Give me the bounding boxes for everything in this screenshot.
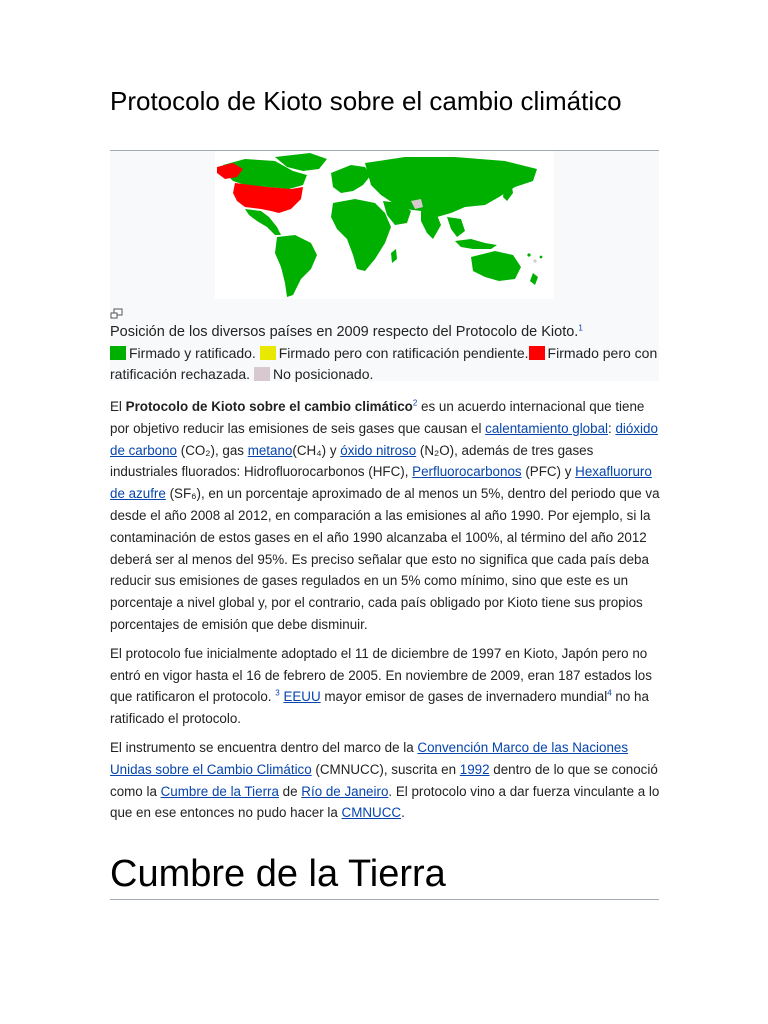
- text: dentro de lo que se conoció como la: [110, 761, 658, 799]
- link-cumbre-de-la-tierra[interactable]: Cumbre de la Tierra: [160, 783, 279, 799]
- text: de: [278, 783, 302, 799]
- text: El instrumento se encuentra dentro del marco de la: [110, 739, 418, 755]
- link-metano[interactable]: metano: [247, 442, 293, 458]
- legend-label-rejected: Firmado pero con ratificación rechazada.: [110, 345, 658, 382]
- text: . El protocolo vino a dar fuerza vinculante a lo que en ese entonces no pudo hacer la: [110, 783, 660, 821]
- text: (N₂O), además de tres gases industriales fluorados: Hidrofluorocarbonos (HFC),: [110, 442, 594, 480]
- section-heading: Cumbre de la Tierra: [110, 853, 446, 895]
- bold-term: Protocolo de Kioto sobre el cambio climático: [125, 399, 413, 414]
- paragraph-framework: [110, 737, 660, 824]
- page-title: Protocolo de Kioto sobre el cambio climático: [110, 86, 622, 116]
- reference-3[interactable]: 3: [275, 688, 280, 698]
- link-cmnucc[interactable]: CMNUCC: [341, 805, 402, 821]
- legend-swatch-pending: [260, 346, 276, 360]
- text: mayor emisor de gases de invernadero mundial: [320, 689, 608, 705]
- link-rio-de-janeiro[interactable]: Río de Janeiro: [301, 783, 389, 799]
- article-body: [110, 396, 660, 831]
- link-oxido-nitroso[interactable]: óxido nitroso: [340, 442, 417, 458]
- text: (SF₆), en un porcentaje aproximado de al menos un 5%, dentro del periodo que va desde el año 2008 al 2012, en comparación a las emisiones al año 1990. Por ejemplo, si la contaminación de estos gases en el año 1990 alcanzaba el 100%, al término del año 2012 deberá ser al menos del 95%. Es preciso señalar que esto no significa que cada país deba reducir sus emisiones de gases regulados en un 5% como mínimo, sino que este es un porcentaje a nivel global y, por el contrario, cada país obligado por Kioto tiene sus propios porcentajes de emisión que debe disminuir.: [110, 486, 660, 632]
- text: no ha ratificado el protocolo.: [110, 689, 649, 727]
- legend-label-not-positioned: No posicionado.: [272, 366, 374, 382]
- caption-text: Posición de los diversos países en 2009 respecto del Protocolo de Kioto.: [110, 324, 579, 340]
- link-1992[interactable]: 1992: [459, 761, 490, 777]
- paragraph-adoption: [110, 643, 660, 730]
- enlarge-icon[interactable]: [110, 308, 123, 320]
- link-eeuu[interactable]: EEUU: [283, 689, 321, 705]
- link-calentamiento-global[interactable]: calentamiento global: [485, 420, 608, 436]
- text: (PFC) y: [521, 464, 576, 480]
- text: (CO₂), gas: [177, 442, 248, 458]
- text: (CMNUCC), suscrita en: [311, 761, 460, 777]
- legend-swatch-ratified: [110, 346, 126, 360]
- section-divider: [110, 899, 659, 900]
- text: (CH₄) y: [292, 442, 341, 458]
- link-hexafluoruro-de-azufre[interactable]: Hexafluoruro de azufre: [110, 464, 652, 502]
- text: El protocolo fue inicialmente adoptado el 11 de diciembre de 1997 en Kioto, Japón pero no entró en vigor hasta el 16 de febrero de 2005. En noviembre de 2009, eran 187 estados los que ratificaron el protocolo.: [110, 645, 652, 705]
- caption-reference[interactable]: 1: [578, 323, 583, 333]
- figure-caption: [110, 321, 659, 385]
- legend-label-ratified: Firmado y ratificado.: [129, 345, 256, 361]
- link-dioxido-de-carbono[interactable]: dióxido de carbono: [110, 420, 658, 458]
- legend-label-pending: Firmado pero con ratificación pendiente.: [278, 345, 529, 361]
- text: El: [110, 399, 126, 414]
- reference-4[interactable]: 4: [607, 688, 612, 698]
- text: .: [401, 805, 405, 821]
- legend-swatch-not-positioned: [254, 367, 270, 381]
- paragraph-intro: [110, 396, 660, 636]
- link-perfluorocarbonos[interactable]: Perfluorocarbonos: [412, 464, 522, 480]
- link-convencion-marco[interactable]: Convención Marco de las Naciones Unidas sobre el Cambio Climático: [110, 739, 629, 777]
- text: es un acuerdo internacional que tiene por objetivo reducir las emisiones de seis gases que causan el: [110, 399, 645, 436]
- world-map-image[interactable]: [215, 151, 554, 299]
- reference-2[interactable]: 2: [412, 398, 418, 408]
- text: :: [608, 420, 616, 436]
- legend-swatch-rejected: [529, 346, 545, 360]
